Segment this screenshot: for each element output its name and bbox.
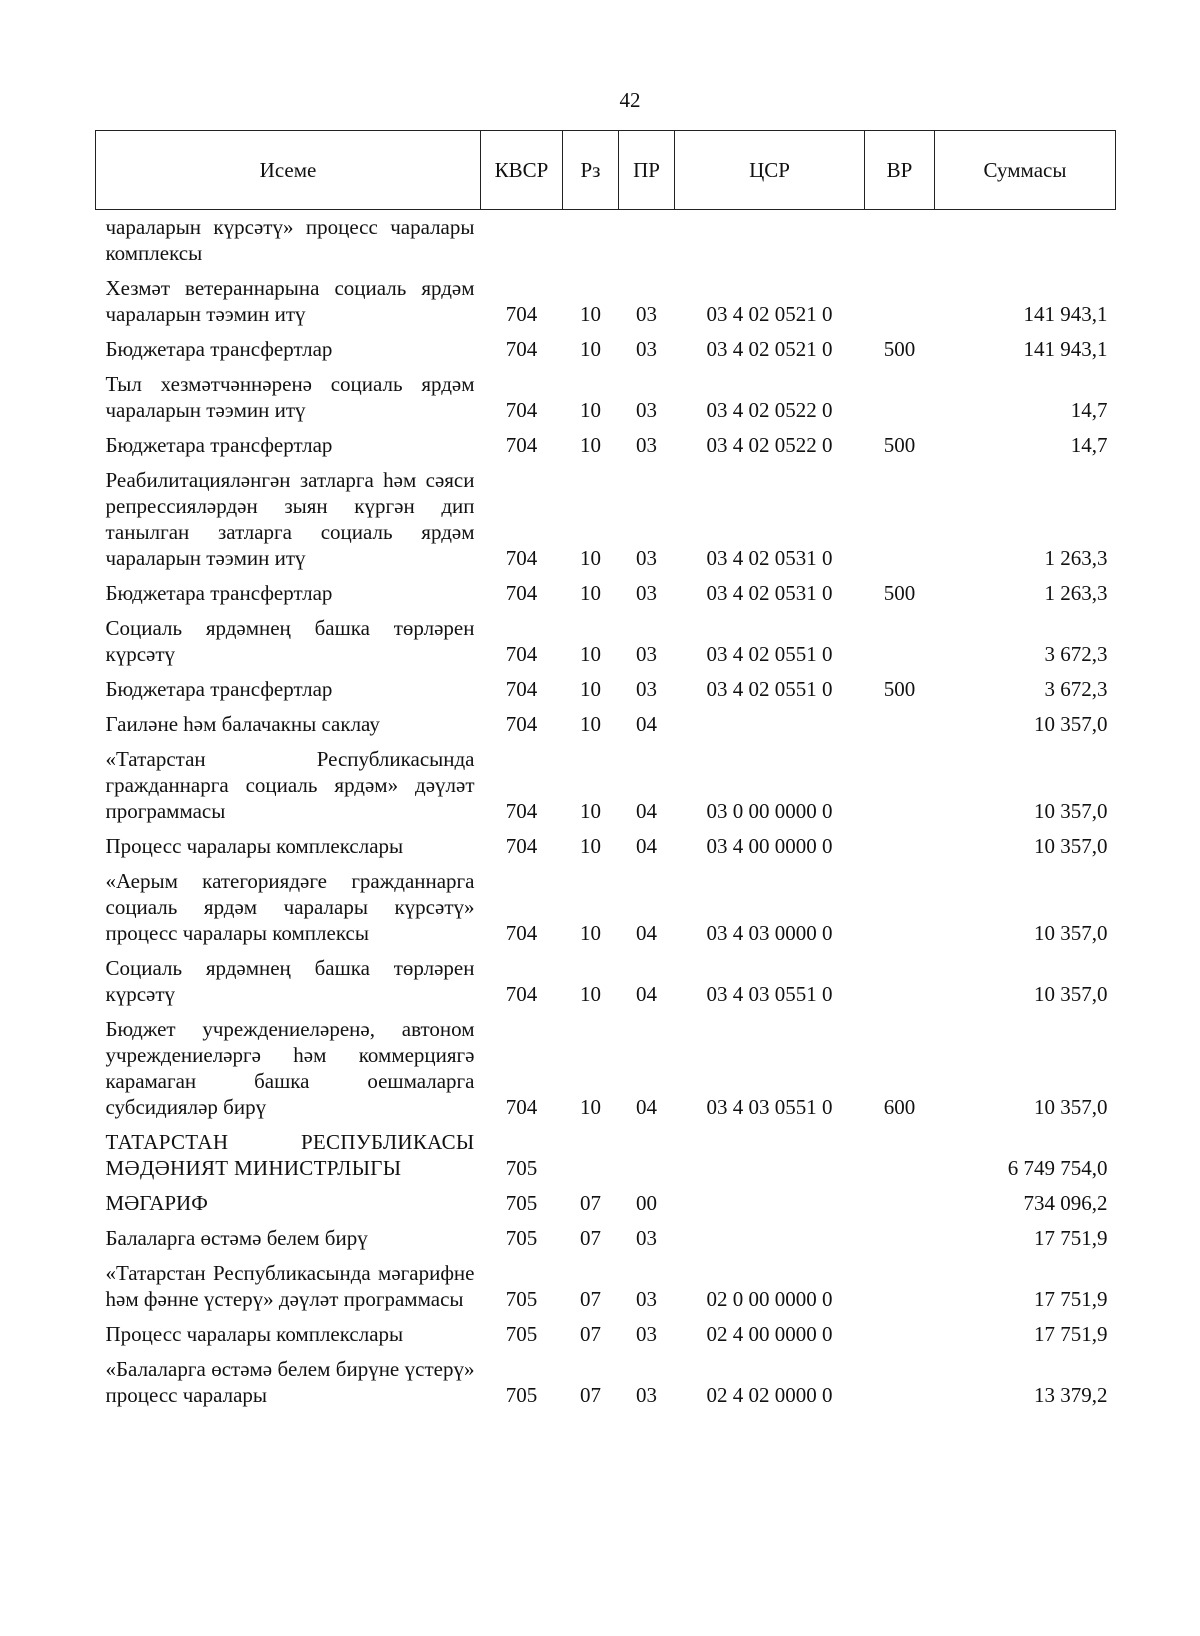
cell-name: «Аерым категориядәге гражданнарга социаль ярдәм чаралары күрсәтү» процесс чаралары комплексы xyxy=(105,869,475,945)
cell-sum: 17 751,9 xyxy=(1034,1287,1108,1311)
cell-csr xyxy=(675,1186,865,1221)
cell-rz: 10 xyxy=(580,982,601,1006)
cell-rz: 10 xyxy=(580,677,601,701)
cell-rz: 10 xyxy=(580,799,601,823)
cell-name: Социаль ярдәмнең башка төрләрен күрсәтү xyxy=(105,956,475,1006)
cell-name: Хезмәт ветераннарына социаль ярдәм чараларын тәэмин итү xyxy=(105,276,475,326)
cell-name: Процесс чаралары комплекслары xyxy=(105,834,404,858)
cell-sum: 141 943,1 xyxy=(1023,337,1108,361)
cell-rz: 10 xyxy=(580,433,601,457)
header-csr: ЦСР xyxy=(675,131,865,210)
cell-pr: 04 xyxy=(636,921,657,945)
cell-pr: 03 xyxy=(636,337,657,361)
cell-pr: 04 xyxy=(636,1095,657,1119)
cell-csr: 02 4 02 0000 0 xyxy=(706,1383,833,1407)
cell-pr: 04 xyxy=(636,982,657,1006)
cell-sum: 10 357,0 xyxy=(1034,982,1108,1006)
cell-name: Реабилитацияләнгән затларга һәм сәяси репрессияләрдән зыян күргән дип танылган затларга социаль ярдәм чараларын тәэмин итү xyxy=(105,468,475,570)
cell-csr: 03 4 03 0551 0 xyxy=(706,1095,833,1119)
table-row xyxy=(96,672,1116,707)
cell-rz: 10 xyxy=(580,712,601,736)
cell-pr: 03 xyxy=(636,302,657,326)
cell-csr xyxy=(675,210,865,272)
cell-vr xyxy=(865,1352,935,1413)
cell-pr: 03 xyxy=(636,1287,657,1311)
cell-name: «Татарстан Республикасында мәгарифне һәм фәнне үстерү» дәүләт программасы xyxy=(105,1261,475,1311)
cell-kvsr: 704 xyxy=(505,398,538,422)
cell-kvsr: 704 xyxy=(505,921,538,945)
cell-kvsr: 704 xyxy=(505,302,538,326)
cell-name: «Татарстан Республикасында гражданнарга социаль ярдәм» дәүләт программасы xyxy=(105,747,475,823)
cell-name: Балаларга өстәмә белем бирү xyxy=(105,1226,368,1250)
cell-name: Тыл хезмәтчәннәренә социаль ярдәм чараларын тәэмин итү xyxy=(105,372,475,422)
cell-rz: 10 xyxy=(580,581,601,605)
table-row xyxy=(96,864,1116,951)
cell-rz: 10 xyxy=(580,302,601,326)
cell-csr: 02 4 00 0000 0 xyxy=(706,1322,833,1346)
cell-name: Бюджет учреждениеләренә, автоном учреждениеләргә һәм коммерциягә карамаган башка оешмаларга субсидияләр бирү xyxy=(105,1017,475,1119)
cell-csr: 03 4 03 0551 0 xyxy=(706,982,833,1006)
cell-kvsr: 704 xyxy=(505,834,538,858)
cell-csr xyxy=(675,707,865,742)
cell-pr: 03 xyxy=(636,1383,657,1407)
cell-sum: 17 751,9 xyxy=(1034,1322,1108,1346)
cell-rz: 07 xyxy=(580,1287,601,1311)
cell-vr xyxy=(865,1186,935,1221)
cell-name: «Балаларга өстәмә белем бирүне үстерү» процесс чаралары xyxy=(105,1357,475,1407)
cell-pr: 03 xyxy=(636,1322,657,1346)
cell-csr: 02 0 00 0000 0 xyxy=(706,1287,833,1311)
cell-sum: 10 357,0 xyxy=(1034,834,1108,858)
cell-pr: 00 xyxy=(636,1191,657,1215)
cell-kvsr: 704 xyxy=(505,1095,538,1119)
table-row xyxy=(96,951,1116,1012)
cell-kvsr: 704 xyxy=(505,982,538,1006)
cell-name: Социаль ярдәмнең башка төрләрен күрсәтү xyxy=(105,616,475,666)
cell-kvsr: 705 xyxy=(505,1226,538,1250)
cell-vr xyxy=(865,367,935,428)
cell-csr: 03 4 02 0531 0 xyxy=(706,546,833,570)
table-row xyxy=(96,1256,1116,1317)
cell-pr: 04 xyxy=(636,834,657,858)
cell-vr: 600 xyxy=(883,1095,916,1119)
cell-rz: 10 xyxy=(580,921,601,945)
cell-sum: 13 379,2 xyxy=(1034,1383,1108,1407)
cell-sum: 141 943,1 xyxy=(1023,302,1108,326)
cell-sum: 734 096,2 xyxy=(1023,1191,1108,1215)
cell-vr xyxy=(865,210,935,272)
cell-pr: 03 xyxy=(636,546,657,570)
table-row xyxy=(96,1012,1116,1125)
cell-vr xyxy=(865,951,935,1012)
table-row xyxy=(96,742,1116,829)
cell-pr: 03 xyxy=(636,581,657,605)
cell-name: Гаиләне һәм балачакны саклау xyxy=(105,712,380,736)
cell-kvsr: 704 xyxy=(505,337,538,361)
table-row xyxy=(96,1125,1116,1186)
table-row xyxy=(96,367,1116,428)
cell-vr xyxy=(865,829,935,864)
cell-rz: 10 xyxy=(580,642,601,666)
cell-rz: 10 xyxy=(580,546,601,570)
table-row xyxy=(96,210,1116,272)
cell-sum: 10 357,0 xyxy=(1034,1095,1108,1119)
header-pr: ПР xyxy=(619,131,675,210)
cell-csr: 03 4 03 0000 0 xyxy=(706,921,833,945)
cell-vr xyxy=(865,611,935,672)
table-row xyxy=(96,576,1116,611)
table-row xyxy=(96,271,1116,332)
cell-kvsr: 705 xyxy=(505,1156,538,1180)
cell-pr: 04 xyxy=(636,799,657,823)
cell-kvsr: 704 xyxy=(505,677,538,701)
cell-pr xyxy=(619,1125,675,1186)
table-row xyxy=(96,829,1116,864)
cell-sum: 1 263,3 xyxy=(1044,581,1108,605)
cell-rz: 10 xyxy=(580,834,601,858)
cell-rz: 10 xyxy=(580,337,601,361)
cell-rz: 07 xyxy=(580,1191,601,1215)
cell-sum: 3 672,3 xyxy=(1044,642,1108,666)
cell-kvsr: 705 xyxy=(505,1322,538,1346)
cell-pr: 03 xyxy=(636,1226,657,1250)
cell-csr xyxy=(675,1221,865,1256)
table-row xyxy=(96,1221,1116,1256)
cell-vr xyxy=(865,742,935,829)
cell-vr: 500 xyxy=(883,581,916,605)
cell-csr: 03 4 02 0521 0 xyxy=(706,302,833,326)
cell-pr: 03 xyxy=(636,433,657,457)
cell-kvsr: 704 xyxy=(505,799,538,823)
header-vr: ВР xyxy=(865,131,935,210)
table-row xyxy=(96,463,1116,576)
cell-name: Бюджетара трансфертлар xyxy=(105,581,333,605)
table-row xyxy=(96,332,1116,367)
cell-sum: 10 357,0 xyxy=(1034,799,1108,823)
cell-kvsr: 704 xyxy=(505,642,538,666)
cell-csr: 03 4 02 0522 0 xyxy=(706,398,833,422)
cell-vr: 500 xyxy=(883,433,916,457)
cell-pr xyxy=(619,210,675,272)
cell-pr: 03 xyxy=(636,398,657,422)
cell-csr: 03 4 00 0000 0 xyxy=(706,834,833,858)
table-row xyxy=(96,707,1116,742)
budget-table xyxy=(95,130,1116,1413)
cell-sum: 3 672,3 xyxy=(1044,677,1108,701)
cell-kvsr: 705 xyxy=(505,1287,538,1311)
cell-pr: 04 xyxy=(636,712,657,736)
cell-sum: 10 357,0 xyxy=(1034,712,1108,736)
cell-vr xyxy=(865,707,935,742)
cell-csr: 03 4 02 0531 0 xyxy=(706,581,833,605)
cell-sum: 14,7 xyxy=(1070,433,1108,457)
cell-name: ТАТАРСТАН РЕСПУБЛИКАСЫ МӘДӘНИЯТ МИНИСТРЛЫГЫ xyxy=(105,1130,475,1180)
cell-name: Процесс чаралары комплекслары xyxy=(105,1322,404,1346)
page-number: 42 xyxy=(619,88,641,112)
table-row xyxy=(96,611,1116,672)
cell-name: чараларын күрсәтү» процесс чаралары комплексы xyxy=(105,215,475,265)
header-sum: Суммасы xyxy=(935,131,1116,210)
cell-vr: 500 xyxy=(883,677,916,701)
header-kvsr: КВСР xyxy=(481,131,563,210)
table-body xyxy=(96,210,1116,1414)
cell-sum: 1 263,3 xyxy=(1044,546,1108,570)
cell-rz: 07 xyxy=(580,1322,601,1346)
header-name: Исеме xyxy=(96,131,481,210)
cell-csr: 03 4 02 0551 0 xyxy=(706,677,833,701)
cell-csr xyxy=(675,1125,865,1186)
cell-rz xyxy=(563,1125,619,1186)
cell-rz: 07 xyxy=(580,1226,601,1250)
cell-kvsr: 705 xyxy=(505,1191,538,1215)
table-row xyxy=(96,1186,1116,1221)
cell-name: Бюджетара трансфертлар xyxy=(105,677,333,701)
cell-pr: 03 xyxy=(636,677,657,701)
cell-csr: 03 4 02 0551 0 xyxy=(706,642,833,666)
cell-rz: 07 xyxy=(580,1383,601,1407)
cell-vr xyxy=(865,1317,935,1352)
cell-vr xyxy=(865,271,935,332)
cell-kvsr: 704 xyxy=(505,433,538,457)
cell-vr xyxy=(865,1256,935,1317)
cell-sum: 6 749 754,0 xyxy=(1007,1156,1108,1180)
cell-kvsr: 704 xyxy=(505,546,538,570)
cell-csr: 03 0 00 0000 0 xyxy=(706,799,833,823)
cell-vr xyxy=(865,1125,935,1186)
cell-sum: 14,7 xyxy=(1070,398,1108,422)
cell-sum: 10 357,0 xyxy=(1034,921,1108,945)
header-rz: Рз xyxy=(563,131,619,210)
cell-name: Бюджетара трансфертлар xyxy=(105,337,333,361)
cell-vr xyxy=(865,463,935,576)
cell-name: МӘГАРИФ xyxy=(105,1191,208,1215)
table-row xyxy=(96,1317,1116,1352)
cell-vr: 500 xyxy=(883,337,916,361)
cell-kvsr xyxy=(481,210,563,272)
cell-vr xyxy=(865,864,935,951)
cell-sum xyxy=(935,210,1116,272)
cell-csr: 03 4 02 0521 0 xyxy=(706,337,833,361)
cell-rz: 10 xyxy=(580,398,601,422)
cell-csr: 03 4 02 0522 0 xyxy=(706,433,833,457)
cell-name: Бюджетара трансфертлар xyxy=(105,433,333,457)
table-row xyxy=(96,428,1116,463)
cell-kvsr: 704 xyxy=(505,581,538,605)
table-header xyxy=(96,131,1116,210)
table-row xyxy=(96,1352,1116,1413)
cell-kvsr: 705 xyxy=(505,1383,538,1407)
cell-vr xyxy=(865,1221,935,1256)
cell-pr: 03 xyxy=(636,642,657,666)
cell-rz: 10 xyxy=(580,1095,601,1119)
cell-rz xyxy=(563,210,619,272)
cell-sum: 17 751,9 xyxy=(1034,1226,1108,1250)
cell-kvsr: 704 xyxy=(505,712,538,736)
